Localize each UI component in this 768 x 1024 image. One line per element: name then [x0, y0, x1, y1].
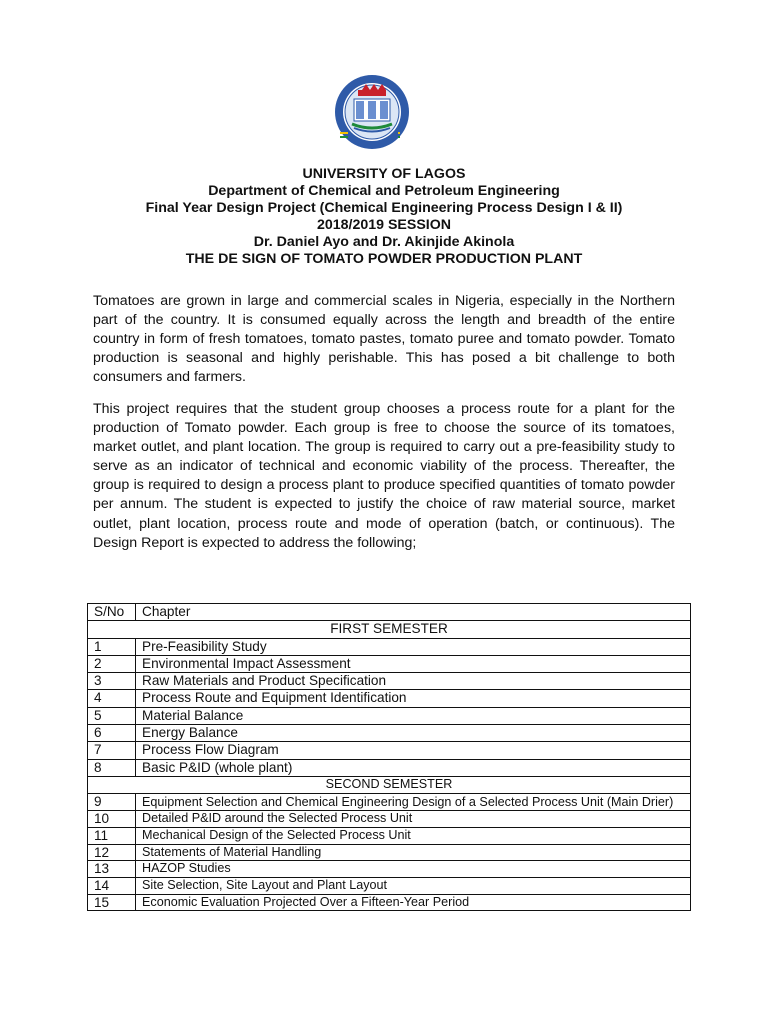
- row-chapter: Pre-Feasibility Study: [136, 638, 691, 655]
- row-sno: 7: [88, 742, 136, 759]
- row-sno: 6: [88, 725, 136, 742]
- row-sno: 4: [88, 690, 136, 707]
- table-row: [88, 690, 691, 707]
- second-semester-label: SECOND SEMESTER: [88, 776, 691, 793]
- table-row: [88, 638, 691, 655]
- row-chapter: Process Route and Equipment Identification: [136, 690, 691, 707]
- row-sno: 15: [88, 894, 136, 911]
- document-header: [60, 166, 708, 268]
- row-chapter: Economic Evaluation Projected Over a Fifteen-Year Period: [136, 894, 691, 911]
- table-row: [88, 707, 691, 724]
- course-title: Final Year Design Project (Chemical Engineering Process Design I & II): [145, 200, 623, 216]
- row-sno: 8: [88, 759, 136, 776]
- requirements-paragraph: This project requires that the student group chooses a process route for a plant for the production of Tomato powder. Each group is free to choose the source of its tomatoes, market outlet, and plant location. The group is required to carry out a pre-feasibility study to serve as an indicator of technical and economic viability of the process. Thereafter, the group is required to design a process plant to produce specified quantities of tomato powder per annum. The student is expected to justify the choice of raw material source, market outlet, plant location, process route and mode of operation (batch, or continuous). The Design Report is expected to address the following;: [93, 401, 675, 551]
- row-chapter: Basic P&ID (whole plant): [136, 759, 691, 776]
- row-chapter: Detailed P&ID around the Selected Process Unit: [136, 811, 691, 828]
- row-chapter: Raw Materials and Product Specification: [136, 673, 691, 690]
- first-semester-row: [88, 621, 691, 638]
- row-sno: 1: [88, 638, 136, 655]
- table-row: [88, 827, 691, 844]
- row-sno: 12: [88, 844, 136, 861]
- row-chapter: HAZOP Studies: [136, 861, 691, 878]
- row-sno: 9: [88, 793, 136, 811]
- table-row: [88, 742, 691, 759]
- session: 2018/2019 SESSION: [316, 217, 452, 233]
- row-sno: 10: [88, 811, 136, 828]
- second-semester-row: [88, 776, 691, 793]
- first-semester-label: FIRST SEMESTER: [88, 621, 691, 638]
- table-header-row: [88, 604, 691, 621]
- table-row: [88, 725, 691, 742]
- row-chapter: Mechanical Design of the Selected Process Unit: [136, 827, 691, 844]
- row-chapter: Environmental Impact Assessment: [136, 655, 691, 672]
- department-name: Department of Chemical and Petroleum Engineering: [208, 183, 560, 199]
- chapter-table: [87, 603, 691, 911]
- row-sno: 2: [88, 655, 136, 672]
- table-row: [88, 877, 691, 894]
- table-row: [88, 673, 691, 690]
- row-sno: 14: [88, 877, 136, 894]
- table-row: [88, 655, 691, 672]
- intro-paragraph: Tomatoes are grown in large and commercial scales in Nigeria, especially in the Northern part of the country. It is consumed equally across the length and breadth of the entire country in form of fresh tomatoes, tomato pastes, tomato puree and tomato powder. Tomato production is seasonal and highly perishable. This has posed a bit challenge to both consumers and farmers.: [93, 293, 675, 386]
- table-row: [88, 844, 691, 861]
- table-row: [88, 861, 691, 878]
- row-chapter: Equipment Selection and Chemical Engineering Design of a Selected Process Unit (Main Drier): [136, 793, 691, 811]
- table-row: [88, 811, 691, 828]
- row-chapter: Site Selection, Site Layout and Plant Layout: [136, 877, 691, 894]
- row-sno: 5: [88, 707, 136, 724]
- university-crest-logo: [318, 72, 426, 160]
- table-row: [88, 894, 691, 911]
- chapter-header: Chapter: [136, 604, 691, 621]
- row-chapter: Material Balance: [136, 707, 691, 724]
- row-chapter: Statements of Material Handling: [136, 844, 691, 861]
- university-name: UNIVERSITY OF LAGOS: [302, 166, 466, 182]
- table-row: [88, 759, 691, 776]
- row-chapter: Process Flow Diagram: [136, 742, 691, 759]
- row-sno: 13: [88, 861, 136, 878]
- table-row: [88, 793, 691, 811]
- row-chapter: Energy Balance: [136, 725, 691, 742]
- row-sno: 3: [88, 673, 136, 690]
- supervisors: Dr. Daniel Ayo and Dr. Akinjide Akinola: [253, 234, 515, 250]
- sno-header: S/No: [88, 604, 136, 621]
- project-title: THE DE SIGN OF TOMATO POWDER PRODUCTION PLANT: [185, 251, 583, 267]
- row-sno: 11: [88, 827, 136, 844]
